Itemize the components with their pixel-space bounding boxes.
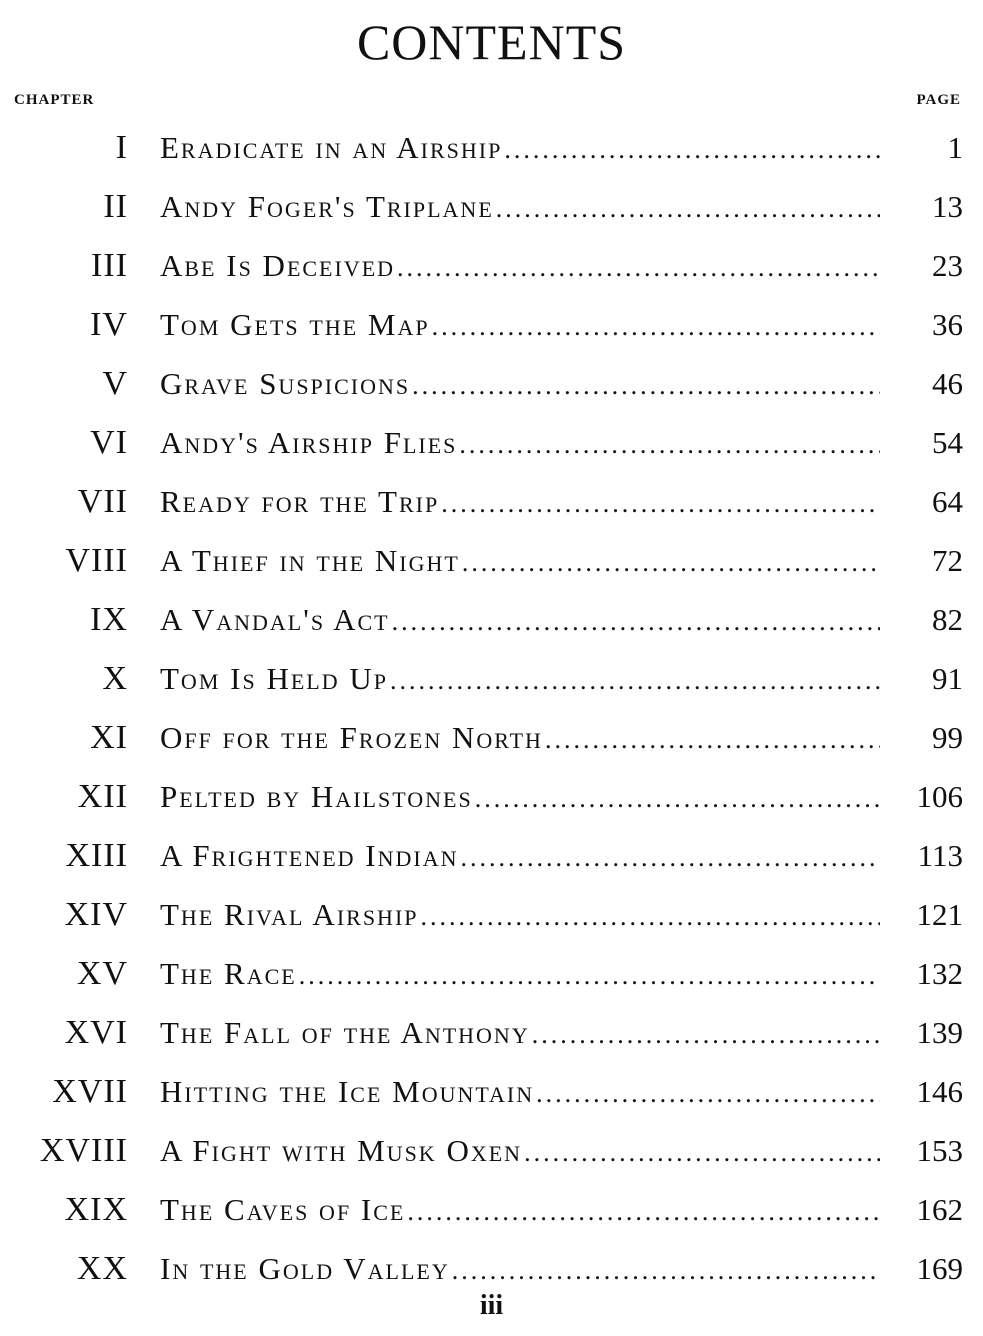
chapter-entry [160,1015,880,1051]
dot-leader [299,961,880,991]
chapter-title: Tom Is Held Up [160,660,388,696]
chapter-numeral: II [103,187,128,225]
page-folio: iii [479,1290,504,1321]
chapter-title: Tom Gets the Map [160,306,430,342]
toc-row [0,118,983,177]
dot-leader [545,725,880,755]
page-number: 132 [916,955,963,991]
toc-row [0,767,983,826]
page-number: 169 [916,1250,963,1286]
page-number: 162 [916,1191,963,1227]
page-number: 99 [932,719,963,755]
dot-leader [460,843,880,873]
page-number: 106 [916,778,963,814]
chapter-numeral: VII [77,482,128,520]
dot-leader [412,371,880,401]
chapter-title: The Race [160,955,297,991]
page-number: 113 [917,837,963,873]
page-number: 23 [932,247,963,283]
chapter-title: Hitting the Ice Mountain [160,1073,535,1109]
page-number: 64 [932,483,963,519]
chapter-numeral: XVI [64,1013,128,1051]
page-number: 1 [947,129,963,165]
chapter-numeral: I [115,128,128,166]
chapter-entry [160,425,880,461]
dot-leader [459,430,880,460]
toc-row [0,413,983,472]
dot-leader [496,194,880,224]
chapter-entry [160,661,880,697]
chapter-title: A Vandal's Act [160,601,390,637]
chapter-entry [160,602,880,638]
chapter-title: A Thief in the Night [160,542,460,578]
toc-row [0,236,983,295]
toc-row [0,354,983,413]
chapter-title: A Frightened Indian [160,837,459,873]
dot-leader [524,1138,880,1168]
chapter-entry [160,1074,880,1110]
chapter-numeral: X [102,659,128,697]
chapter-title: Pelted by Hailstones [160,778,473,814]
dot-leader [390,666,880,696]
chapter-entry [160,248,880,284]
chapter-numeral: XIII [65,836,128,874]
chapter-numeral: XVII [52,1072,128,1110]
chapter-entry [160,838,880,874]
chapter-entry [160,720,880,756]
chapter-numeral: XII [77,777,128,815]
chapter-numeral: VIII [65,541,128,579]
chapter-entry [160,1192,880,1228]
chapter-numeral: V [102,364,128,402]
chapter-title: Ready for the Trip [160,483,440,519]
chapter-entry [160,543,880,579]
chapter-entry [160,484,880,520]
toc-row [0,1003,983,1062]
page-number: 153 [916,1132,963,1168]
page-number: 13 [932,188,963,224]
chapter-title: Grave Suspicions [160,365,411,401]
toc-row [0,1121,983,1180]
chapter-title: Abe Is Deceived [160,247,396,283]
chapter-title: Andy's Airship Flies [160,424,458,460]
chapter-numeral: XIX [64,1190,128,1228]
toc-row [0,1180,983,1239]
chapter-numeral: IV [90,305,128,343]
contents-list [0,118,983,1298]
chapter-entry [160,897,880,933]
dot-leader [536,1079,880,1109]
toc-row [0,472,983,531]
chapter-title: The Fall of the Anthony [160,1014,530,1050]
chapter-title: The Rival Airship [160,896,419,932]
toc-row [0,531,983,590]
dot-leader [452,1256,880,1286]
dot-leader [441,489,880,519]
chapter-entry [160,779,880,815]
chapter-numeral: IX [90,600,128,638]
page-title: CONTENTS [356,14,627,70]
page-number: 46 [932,365,963,401]
page-number: 82 [932,601,963,637]
page-number: 121 [916,896,963,932]
dot-leader [462,548,880,578]
chapter-numeral: XX [76,1249,128,1287]
chapter-title: The Caves of Ice [160,1191,406,1227]
chapter-numeral: XI [90,718,128,756]
toc-row [0,590,983,649]
chapter-column-header: CHAPTER [14,92,95,108]
page-number: 91 [932,660,963,696]
page-number: 54 [932,424,963,460]
page-number: 72 [932,542,963,578]
chapter-title: Andy Foger's Triplane [160,188,494,224]
chapter-title: A Fight with Musk Oxen [160,1132,523,1168]
chapter-entry [160,130,880,166]
toc-row [0,295,983,354]
chapter-entry [160,956,880,992]
toc-row [0,1062,983,1121]
chapter-entry [160,1133,880,1169]
toc-row [0,944,983,1003]
chapter-entry [160,1251,880,1287]
toc-row [0,708,983,767]
toc-row [0,885,983,944]
chapter-entry [160,366,880,402]
chapter-entry [160,307,880,343]
page-number: 36 [932,306,963,342]
dot-leader [475,784,880,814]
chapter-title: In the Gold Valley [160,1250,450,1286]
dot-leader [532,1020,880,1050]
dot-leader [421,902,880,932]
chapter-title: Off for the Frozen North [160,719,543,755]
toc-row [0,826,983,885]
chapter-numeral: VI [90,423,128,461]
chapter-numeral: XVIII [39,1131,128,1169]
page-number: 139 [916,1014,963,1050]
chapter-numeral: III [91,246,128,284]
dot-leader [392,607,880,637]
dot-leader [504,135,880,165]
toc-row [0,177,983,236]
toc-row [0,649,983,708]
chapter-entry [160,189,880,225]
chapter-numeral: XIV [64,895,128,933]
dot-leader [407,1197,880,1227]
dot-leader [397,253,880,283]
chapter-title: Eradicate in an Airship [160,129,503,165]
chapter-numeral: XV [76,954,128,992]
dot-leader [432,312,880,342]
page-number: 146 [916,1073,963,1109]
page-column-header: PAGE [916,92,961,108]
